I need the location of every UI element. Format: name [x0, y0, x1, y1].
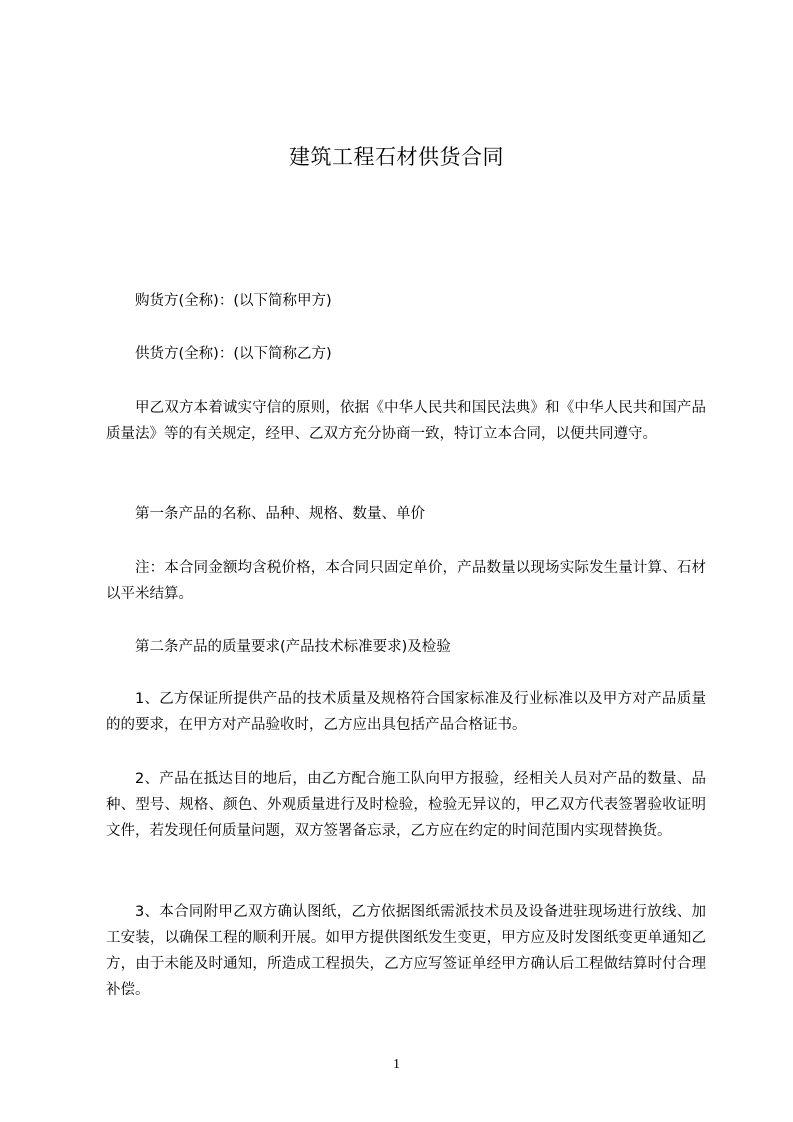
preamble-paragraph: 甲乙双方本着诚实守信的原则，依据《中华人民共和国民法典》和《中华人民共和国产品质量法》等的有关规定，经甲、乙双方充分协商一致，特订立本合同，以便共同遵守。 [106, 400, 706, 442]
article2-item1: 1、乙方保证所提供产品的技术质量及规格符合国家标准及行业标准以及甲方对产品质量的的要求，在甲方对产品验收时，乙方应出具包括产品合格证书。 [106, 691, 706, 733]
article1-note: 注：本合同金额均含税价格，本合同只固定单价，产品数量以现场实际发生量计算、石材以平米结算。 [106, 560, 706, 602]
article2-heading: 第二条产品的质量要求(产品技术标准要求)及检验 [135, 639, 451, 655]
article2-item3: 3、本合同附甲乙双方确认图纸，乙方依据图纸需派技术员及设备进驻现场进行放线、加工安装，以确保工程的顺利开展。如甲方提供图纸发生变更，甲方应及时发图纸变更单通知乙方，由于未能及时通知，所造成工程损失，乙方应写签证单经甲方确认后工程做结算时付合理补偿。 [106, 904, 706, 998]
article2-item2: 2、产品在抵达目的地后，由乙方配合施工队向甲方报验，经相关人员对产品的数量、品种、型号、规格、颜色、外观质量进行及时检验，检验无异议的，甲乙双方代表签署验收证明文件，若发现任何质量问题，双方签署备忘录，乙方应在约定的时间范围内实现替换货。 [106, 771, 706, 839]
article1-heading: 第一条产品的名称、品种、规格、数量、单价 [135, 506, 425, 522]
supplier-line: 供货方(全称)：(以下简称乙方) [135, 346, 332, 362]
page-number: 1 [393, 1057, 400, 1072]
contract-title: 建筑工程石材供货合同 [289, 145, 504, 169]
buyer-line: 购货方(全称)：(以下简称甲方) [135, 293, 332, 309]
